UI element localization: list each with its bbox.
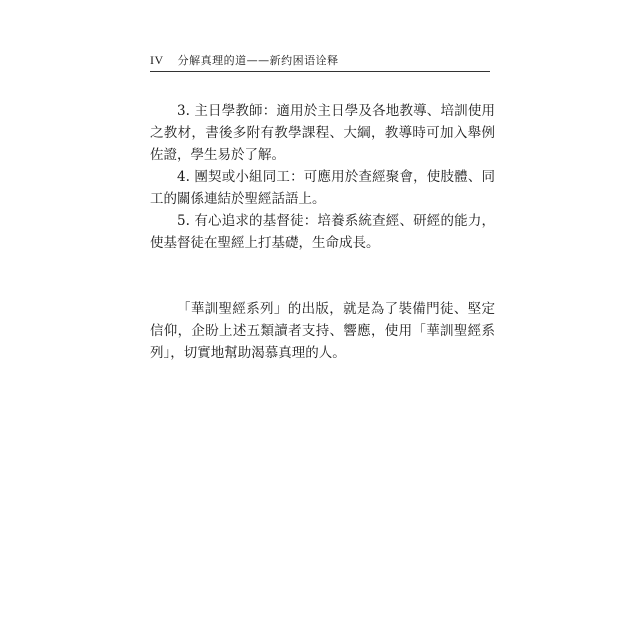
paragraph-spacer [150, 276, 495, 298]
running-title: 分解真理的道——新约困语诠释 [177, 54, 339, 67]
list-item: 4. 團契或小組同工：可應用於查經聚會，使肢體、同工的關係連結於聖經話語上。 [150, 169, 495, 207]
page-number: IV [150, 53, 164, 67]
closing-paragraph: 「華訓聖經系列」的出版，就是為了裝備門徒、堅定信仰，企盼上述五類讀者支持、響應，使用「華訓聖經系列」，切實地幫助渴慕真理的人。 [150, 301, 495, 361]
list-item: 3. 主日學教師：適用於主日學及各地教導、培訓使用之教材，書後多附有教學課程、大綱，教導時可加入舉例佐證，學生易於了解。 [150, 103, 495, 163]
paragraph-spacer [150, 254, 495, 276]
list-item: 5. 有心追求的基督徒：培養系統查經、研經的能力，使基督徒在聖經上打基礎，生命成長。 [150, 213, 495, 251]
running-header [150, 50, 490, 72]
page-body [150, 100, 495, 364]
